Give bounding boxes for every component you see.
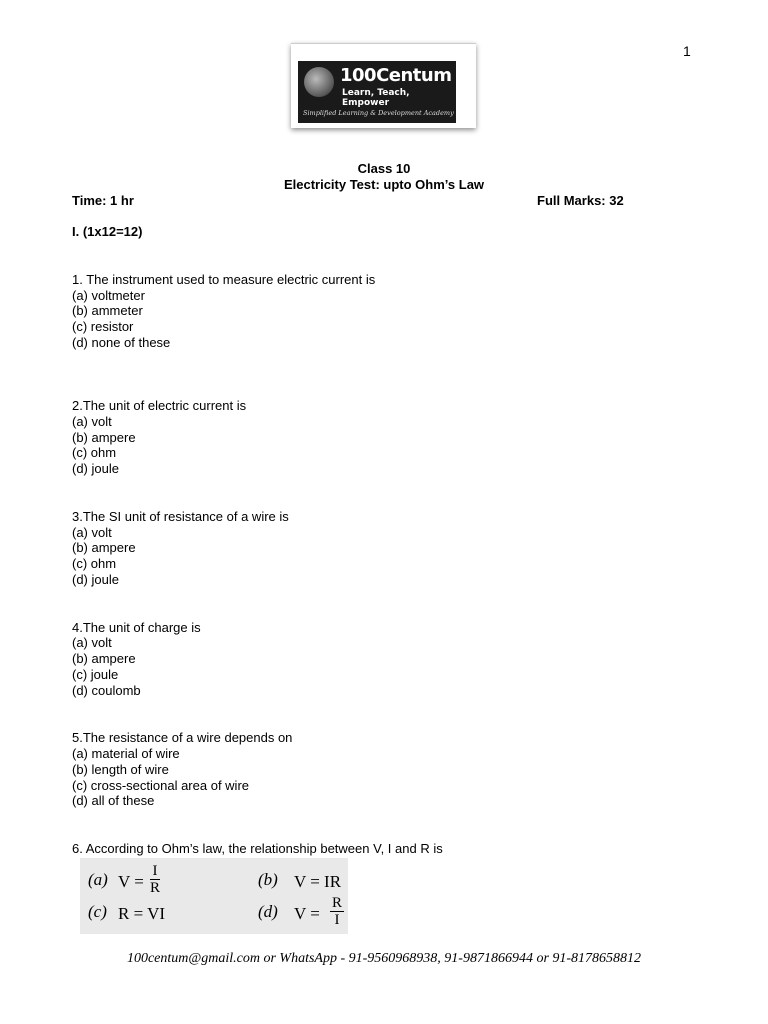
question-4: 4.The unit of charge is: [72, 620, 201, 635]
q6-option-d-lhs: V =: [294, 904, 320, 923]
q1-option-b: (b) ammeter: [72, 303, 143, 318]
question-6: 6. According to Ohm’s law, the relationship between V, I and R is: [72, 841, 443, 856]
question-5: 5.The resistance of a wire depends on: [72, 730, 293, 745]
time-label: Time: 1 hr: [72, 193, 134, 208]
q1-option-c: (c) resistor: [72, 319, 134, 334]
q6-option-d-label: (d): [258, 902, 278, 921]
logo-subtitle: Simplified Learning & Development Academy: [303, 109, 454, 117]
fraction-numerator: R: [332, 895, 343, 911]
logo-tagline: Learn, Teach, Empower: [342, 88, 410, 108]
section-heading: I. (1x12=12): [72, 224, 143, 239]
q3-option-b: (b) ampere: [72, 540, 136, 555]
q4-option-c: (c) joule: [72, 667, 119, 682]
q6-option-c-label: (c): [88, 902, 107, 921]
q3-option-a: (a) volt: [72, 525, 112, 540]
footer-contact: 100centum@gmail.com or WhatsApp - 91-9560968938, 91-9871866944 or 91-8178658812: [126, 951, 642, 966]
page-number: 1: [683, 43, 691, 59]
q5-option-c: (c) cross-sectional area of wire: [72, 778, 249, 793]
q6-option-b-expr: V = IR: [294, 872, 342, 891]
q6-option-b-label: (b): [258, 870, 278, 889]
globe-icon: [304, 67, 334, 97]
q6-option-c-expr: R = VI: [118, 904, 166, 923]
q5-option-a: (a) material of wire: [72, 746, 180, 761]
q2-option-a: (a) volt: [72, 414, 112, 429]
q6-formula-image: [80, 858, 348, 934]
logo-badge: [298, 61, 456, 123]
question-2: 2.The unit of electric current is: [72, 398, 247, 413]
question-3: 3.The SI unit of resistance of a wire is: [72, 509, 289, 524]
q4-option-d: (d) coulomb: [72, 683, 141, 698]
test-title: Electricity Test: upto Ohm’s Law: [283, 177, 485, 192]
logo: [291, 43, 476, 128]
q4-option-a: (a) volt: [72, 635, 112, 650]
fraction-denominator: I: [334, 912, 340, 928]
q6-option-a-fraction: [150, 863, 160, 896]
q1-option-d: (d) none of these: [72, 335, 171, 350]
q2-option-b: (b) ampere: [72, 430, 136, 445]
logo-title: 100Centum: [340, 65, 452, 86]
q3-option-c: (c) ohm: [72, 556, 117, 571]
q2-option-d: (d) joule: [72, 461, 119, 476]
q6-option-a-label: (a): [88, 870, 108, 889]
q4-option-b: (b) ampere: [72, 651, 136, 666]
q5-option-d: (d) all of these: [72, 793, 155, 808]
q1-option-a: (a) voltmeter: [72, 288, 145, 303]
question-1: 1. The instrument used to measure electric current is: [72, 272, 376, 287]
q6-option-a-lhs: V =: [118, 872, 144, 891]
fraction-denominator: R: [150, 880, 161, 896]
class-heading: Class 10: [357, 161, 411, 176]
q5-option-b: (b) length of wire: [72, 762, 169, 777]
q2-option-c: (c) ohm: [72, 445, 117, 460]
fraction-numerator: I: [150, 863, 160, 880]
q3-option-d: (d) joule: [72, 572, 119, 587]
q6-option-d-fraction: [330, 895, 344, 928]
full-marks-label: Full Marks: 32: [537, 193, 624, 208]
